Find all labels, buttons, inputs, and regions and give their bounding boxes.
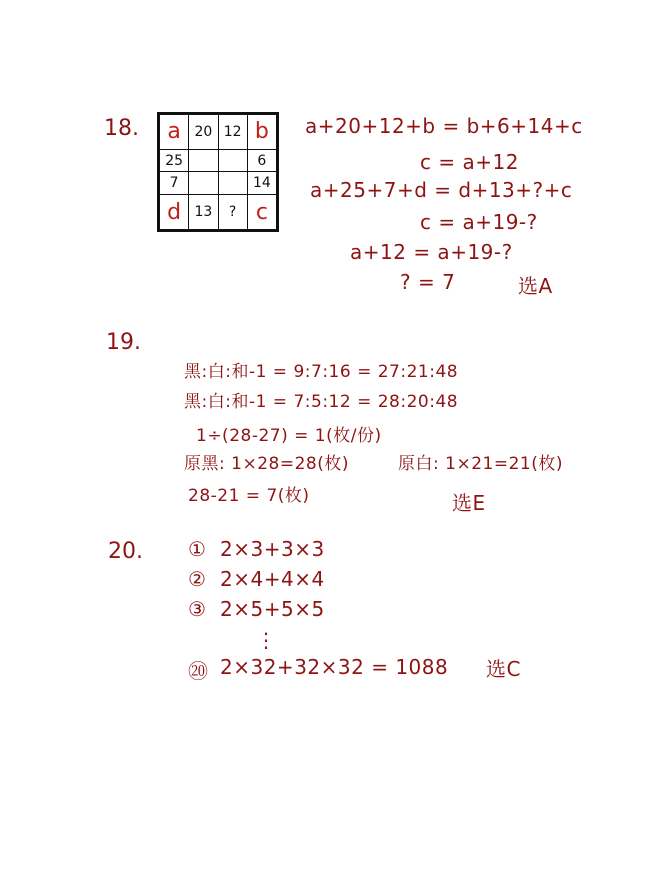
q18-line-4: c = a+19-? — [420, 210, 538, 234]
q18-line-1: a+20+12+b = b+6+14+c — [305, 114, 583, 138]
q19-line-1: 黑:白:和-1 = 9:7:16 = 27:21:48 — [184, 362, 459, 382]
q19-line-4: 原黑: 1×28=28(枚) — [184, 454, 349, 474]
q20-line-1: 2×3+3×3 — [220, 537, 325, 561]
q20-marker-30: ⑳ — [188, 659, 209, 683]
grid-cell: 25 — [160, 149, 189, 172]
grid-cell: a — [160, 115, 189, 150]
grid-row — [160, 195, 277, 230]
grid-cell — [218, 172, 247, 195]
grid-cell: d — [160, 195, 189, 230]
q20-line-2: 2×4+4×4 — [220, 567, 325, 591]
q20-line-3: 2×5+5×5 — [220, 597, 325, 621]
q20-marker-3: ③ — [188, 597, 207, 621]
q20-line-last: 2×32+32×32 = 1088 — [220, 655, 449, 679]
grid-cell: c — [247, 195, 276, 230]
grid-cell: 6 — [247, 149, 276, 172]
question-19-number: 19. — [106, 330, 141, 355]
q18-answer: 选A — [518, 274, 553, 298]
grid-cell: 20 — [189, 115, 218, 150]
grid-row — [160, 115, 277, 150]
q20-answer: 选C — [486, 657, 521, 681]
q19-line-3: 1÷(28-27) = 1(枚/份) — [196, 426, 382, 446]
grid-row — [160, 149, 277, 172]
question-20-number: 20. — [108, 539, 143, 564]
q20-marker-1: ① — [188, 537, 207, 561]
grid-cell — [189, 172, 218, 195]
grid-row — [160, 172, 277, 195]
q19-line-5: 原白: 1×21=21(枚) — [398, 454, 563, 474]
q20-ellipsis: ⋮ — [256, 628, 277, 652]
question-18-number: 18. — [104, 116, 139, 141]
grid-cell: 13 — [189, 195, 218, 230]
q20-marker-2: ② — [188, 567, 207, 591]
q19-answer: 选E — [452, 491, 486, 515]
grid-cell: 7 — [160, 172, 189, 195]
q18-line-3: a+25+7+d = d+13+?+c — [310, 178, 573, 202]
grid-cell: 12 — [218, 115, 247, 150]
grid-cell: ? — [218, 195, 247, 230]
grid-cell — [189, 149, 218, 172]
grid-cell — [218, 149, 247, 172]
q19-line-2: 黑:白:和-1 = 7:5:12 = 28:20:48 — [184, 392, 459, 412]
q19-line-6: 28-21 = 7(枚) — [188, 486, 310, 506]
magic-square-grid — [157, 112, 279, 232]
q18-line-2: c = a+12 — [420, 150, 519, 174]
grid-cell: b — [247, 115, 276, 150]
grid-cell: 14 — [247, 172, 276, 195]
q18-line-5: a+12 = a+19-? — [350, 240, 513, 264]
q18-line-6: ? = 7 — [400, 270, 456, 294]
